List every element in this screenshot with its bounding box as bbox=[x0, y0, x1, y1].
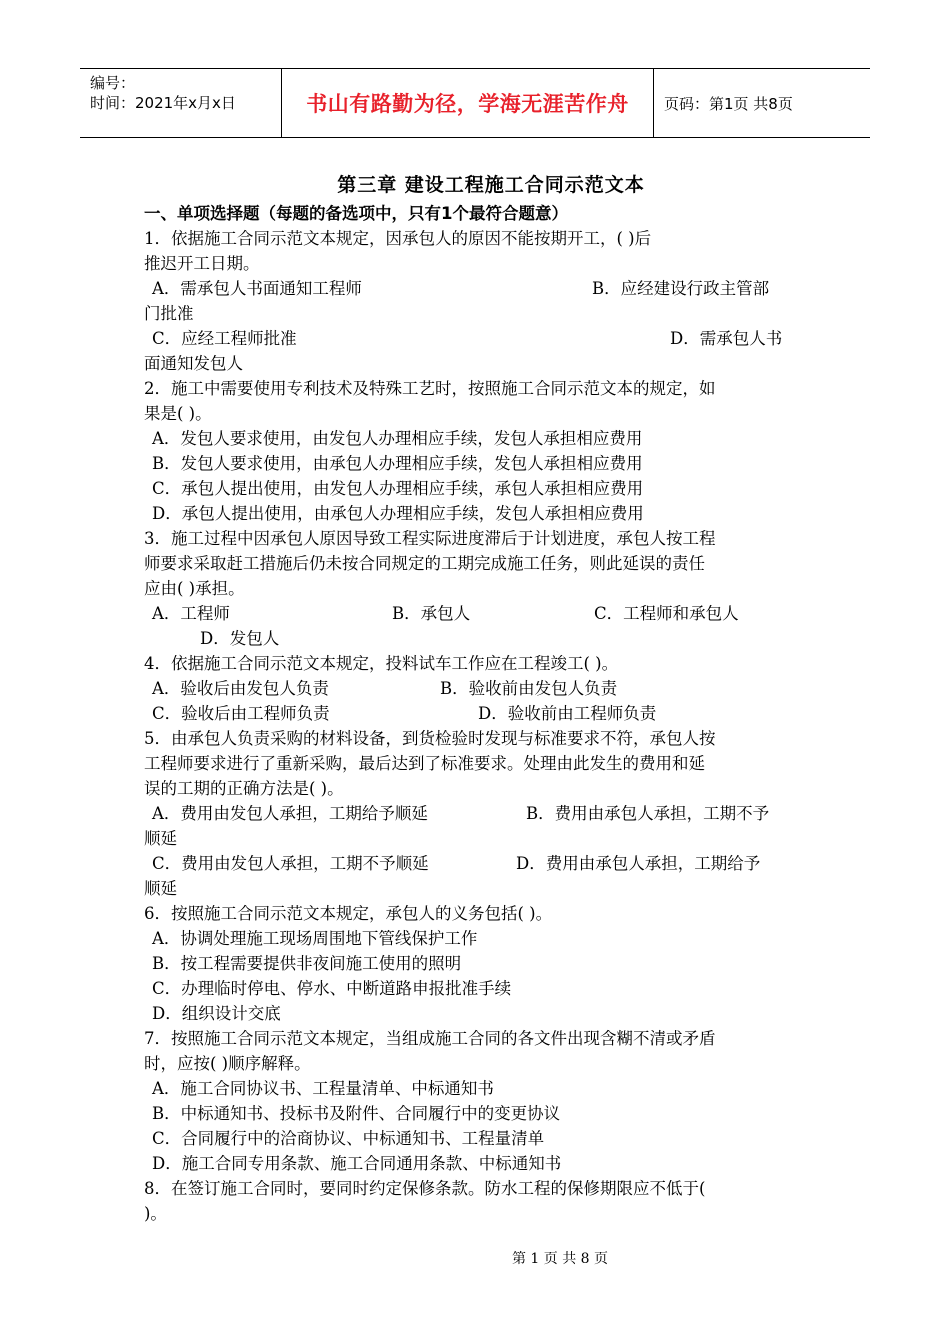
question-2-stem-cont: 果是( )。 bbox=[144, 404, 212, 423]
option-c: C．验收后由工程师负责 bbox=[152, 704, 330, 723]
option-b-cont: 顺延 bbox=[144, 829, 177, 848]
question-7-stem: 7．按照施工合同示范文本规定，当组成施工合同的各文件出现含糊不清或矛盾 bbox=[144, 1029, 716, 1048]
option-a: A．协调处理施工现场周围地下管线保护工作 bbox=[152, 929, 478, 948]
question-3-stem: 3．施工过程中因承包人原因导致工程实际进度滞后于计划进度，承包人按工程 bbox=[144, 529, 716, 548]
option-b: B．验收前由发包人负责 bbox=[440, 679, 618, 698]
option-d: D．组织设计交底 bbox=[152, 1004, 281, 1023]
header-motto: 书山有路勤为径，学海无涯苦作舟 bbox=[282, 69, 654, 137]
page-header bbox=[80, 68, 870, 138]
option-b-cont: 门批准 bbox=[144, 304, 194, 323]
header-page-code: 页码：第1页 共8页 bbox=[664, 94, 793, 113]
option-a: A．施工合同协议书、工程量清单、中标通知书 bbox=[152, 1079, 494, 1098]
question-5-stem: 5．由承包人负责采购的材料设备，到货检验时发现与标准要求不符，承包人按 bbox=[144, 729, 716, 748]
section-heading: 一、单项选择题（每题的备选项中，只有1个最符合题意） bbox=[144, 204, 568, 223]
question-1-stem: 1．依据施工合同示范文本规定，因承包人的原因不能按期开工，( )后 bbox=[144, 229, 652, 248]
question-3-options-abc bbox=[144, 601, 824, 626]
option-a: A．工程师 bbox=[152, 604, 230, 623]
question-4-options-cd bbox=[144, 701, 824, 726]
option-c: C．工程师和承包人 bbox=[594, 604, 739, 623]
option-b: B．中标通知书、投标书及附件、合同履行中的变更协议 bbox=[152, 1104, 561, 1123]
question-4-stem: 4．依据施工合同示范文本规定，投料试车工作应在工程竣工( )。 bbox=[144, 654, 619, 673]
option-a: A．需承包人书面通知工程师 bbox=[152, 279, 362, 298]
question-2-stem: 2．施工中需要使用专利技术及特殊工艺时，按照施工合同示范文本的规定，如 bbox=[144, 379, 716, 398]
number-label: 编号： bbox=[90, 74, 136, 92]
question-5-options-ab bbox=[144, 801, 824, 826]
option-b: B．发包人要求使用，由承包人办理相应手续，发包人承担相应费用 bbox=[152, 454, 643, 473]
question-5-stem-cont: 误的工期的正确方法是( )。 bbox=[144, 779, 344, 798]
time-label: 时间：2021年x月x日 bbox=[90, 94, 236, 112]
option-d: D．发包人 bbox=[200, 629, 280, 648]
question-7-stem-cont: 时，应按( )顺序解释。 bbox=[144, 1054, 311, 1073]
option-b: B．按工程需要提供非夜间施工使用的照明 bbox=[152, 954, 462, 973]
option-b: B．费用由承包人承担，工期不予 bbox=[526, 804, 770, 823]
question-8-stem-cont: )。 bbox=[144, 1204, 167, 1223]
question-5-options-cd bbox=[144, 851, 824, 876]
option-b: B．承包人 bbox=[392, 604, 471, 623]
question-4-options-ab bbox=[144, 676, 824, 701]
option-c: C．承包人提出使用，由发包人办理相应手续，承包人承担相应费用 bbox=[152, 479, 644, 498]
question-5-stem-cont: 工程师要求进行了重新采购，最后达到了标准要求。处理由此发生的费用和延 bbox=[144, 754, 705, 773]
question-3-stem-cont: 应由( )承担。 bbox=[144, 579, 245, 598]
question-3-stem-cont: 师要求采取赶工措施后仍未按合同规定的工期完成施工任务，则此延误的责任 bbox=[144, 554, 705, 573]
header-meta bbox=[80, 69, 282, 137]
question-6-stem: 6．按照施工合同示范文本规定，承包人的义务包括( )。 bbox=[144, 904, 553, 923]
option-d-cont: 面通知发包人 bbox=[144, 354, 243, 373]
page-footer: 第 1 页 共 8 页 bbox=[511, 1251, 609, 1267]
question-1-options-cd bbox=[144, 326, 824, 351]
option-c: C．应经工程师批准 bbox=[152, 329, 297, 348]
option-d-cont: 顺延 bbox=[144, 879, 177, 898]
question-1-options-ab bbox=[144, 276, 824, 301]
question-1-stem-cont: 推迟开工日期。 bbox=[144, 254, 260, 273]
chapter-title: 第三章 建设工程施工合同示范文本 bbox=[337, 174, 645, 196]
option-a: A．验收后由发包人负责 bbox=[152, 679, 329, 698]
option-a: A．费用由发包人承担，工期给予顺延 bbox=[152, 804, 428, 823]
option-a: A．发包人要求使用，由发包人办理相应手续，发包人承担相应费用 bbox=[152, 429, 643, 448]
option-d: D．需承包人书 bbox=[670, 329, 783, 348]
option-c: C．办理临时停电、停水、中断道路申报批准手续 bbox=[152, 979, 512, 998]
option-c: C．合同履行中的洽商协议、中标通知书、工程量清单 bbox=[152, 1129, 545, 1148]
option-d: D．承包人提出使用，由承包人办理相应手续，发包人承担相应费用 bbox=[152, 504, 644, 523]
option-c: C．费用由发包人承担，工期不予顺延 bbox=[152, 854, 429, 873]
option-d: D．验收前由工程师负责 bbox=[478, 704, 657, 723]
option-d: D．施工合同专用条款、施工合同通用条款、中标通知书 bbox=[152, 1154, 562, 1173]
document-body bbox=[144, 168, 824, 1226]
option-b: B．应经建设行政主管部 bbox=[592, 279, 770, 298]
question-8-stem: 8．在签订施工合同时，要同时约定保修条款。防水工程的保修期限应不低于( bbox=[144, 1179, 706, 1198]
option-d: D．费用由承包人承担，工期给予 bbox=[516, 854, 761, 873]
